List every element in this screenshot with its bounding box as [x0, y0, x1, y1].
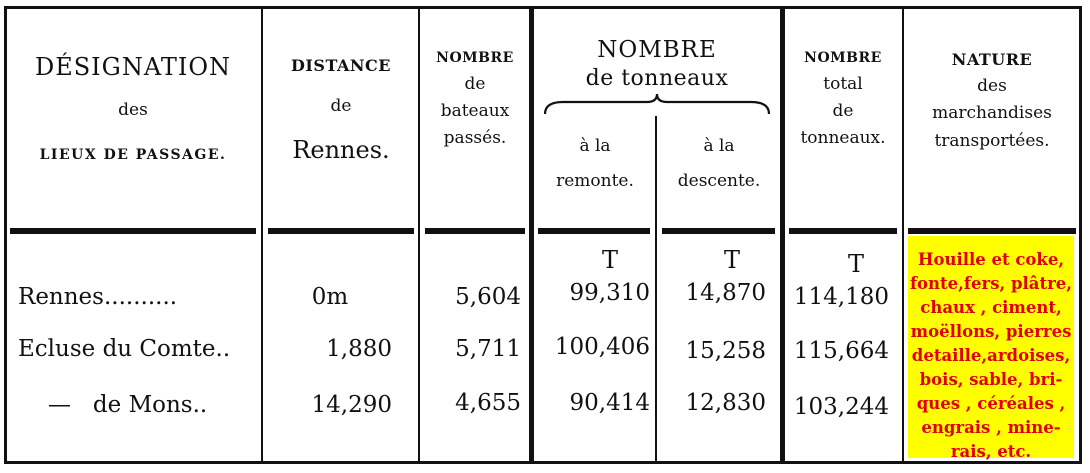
header-remonte-line2: remonte. [556, 171, 634, 192]
header-bateaux-line1: NOMBRE [436, 50, 514, 66]
row-total: 115,664 [793, 338, 889, 364]
row-remonte: 99,310 [569, 280, 650, 306]
nature-line: engrais , mine- [921, 418, 1061, 437]
header-remonte [536, 136, 654, 193]
nature-line: fonte,fers, plâtre, [909, 274, 1073, 293]
header-descente [660, 136, 778, 193]
header-bateaux-line3: bateaux [440, 100, 510, 121]
row-remonte: 90,414 [569, 390, 650, 416]
header-total-line3: de [832, 100, 854, 121]
column-divider [655, 116, 657, 464]
header-distance-line3: Rennes. [292, 136, 390, 165]
header-rule [789, 228, 897, 234]
nature-line: detaille,ardoises, [911, 346, 1071, 365]
header-nature-line1: NATURE [951, 50, 1033, 69]
header-total-line1: NOMBRE [804, 50, 882, 66]
header-nature-line3: marchandises [932, 103, 1052, 124]
header-total-line2: total [823, 73, 863, 94]
header-nature [906, 50, 1078, 152]
column-divider [418, 6, 420, 464]
row-lieu: — de Mons.. [48, 392, 208, 418]
header-designation-line1: DÉSIGNATION [34, 53, 232, 81]
column-divider [529, 6, 534, 464]
header-remonte-line1: à la [579, 136, 611, 156]
header-rule [538, 228, 650, 234]
header-bateaux-line4: passés. [443, 128, 507, 148]
header-tonneaux-line2: de tonneaux [585, 65, 729, 91]
nature-line: ques , céréales , [916, 394, 1066, 413]
row-lieu: Ecluse du Comte.. [18, 336, 231, 362]
header-rule [268, 228, 414, 234]
header-nature-line4: transportées. [934, 130, 1050, 151]
row-descente: 15,258 [685, 338, 766, 364]
row-descente: 14,870 [685, 280, 766, 306]
nature-line: chaux , ciment, [920, 298, 1062, 317]
header-nature-line2: des [977, 76, 1007, 96]
header-rule [10, 228, 256, 234]
nature-line: bois, sable, bri- [919, 370, 1063, 389]
nature-highlight [908, 236, 1074, 461]
header-total [785, 50, 901, 149]
header-descente-line1: à la [703, 136, 735, 156]
curly-brace-icon [543, 92, 771, 116]
header-descente-line2: descente. [677, 171, 761, 192]
header-designation-line2: des [118, 100, 148, 120]
row-total: 114,180 [793, 284, 889, 310]
row-descente: 12,830 [685, 390, 766, 416]
header-distance-line1: DISTANCE [291, 56, 391, 75]
row-remonte: 100,406 [554, 334, 650, 360]
row-bateaux: 4,655 [455, 390, 521, 416]
header-tonneaux-line1: NOMBRE [597, 37, 717, 63]
header-rule [662, 228, 775, 234]
header-bateaux-line2: de [464, 73, 486, 94]
header-designation [10, 52, 256, 165]
unit-total: T [847, 250, 864, 278]
header-designation-line3: LIEUX DE PASSAGE. [39, 147, 227, 164]
row-bateaux: 5,604 [455, 284, 521, 310]
header-rule [425, 228, 525, 234]
nature-line: moëllons, pierres [910, 322, 1072, 341]
header-rule [908, 228, 1076, 234]
unit-descente: T [723, 246, 740, 274]
row-distance: 1,880 [326, 336, 392, 362]
row-bateaux: 5,711 [455, 336, 521, 362]
column-divider [902, 6, 904, 464]
unit-remonte: T [601, 246, 618, 274]
header-distance-line2: de [330, 96, 352, 116]
row-distance: 14,290 [311, 392, 392, 418]
row-lieu: Rennes.......... [18, 284, 178, 310]
nature-line: rais, etc. [950, 442, 1032, 461]
header-distance [265, 56, 417, 165]
row-distance: 0m [311, 284, 349, 310]
header-bateaux [422, 50, 528, 149]
column-divider [261, 6, 263, 464]
header-total-line4: tonneaux. [800, 128, 886, 148]
row-total: 103,244 [793, 394, 889, 420]
header-tonneaux-group [536, 36, 778, 92]
nature-line: Houille et coke, [917, 250, 1065, 269]
